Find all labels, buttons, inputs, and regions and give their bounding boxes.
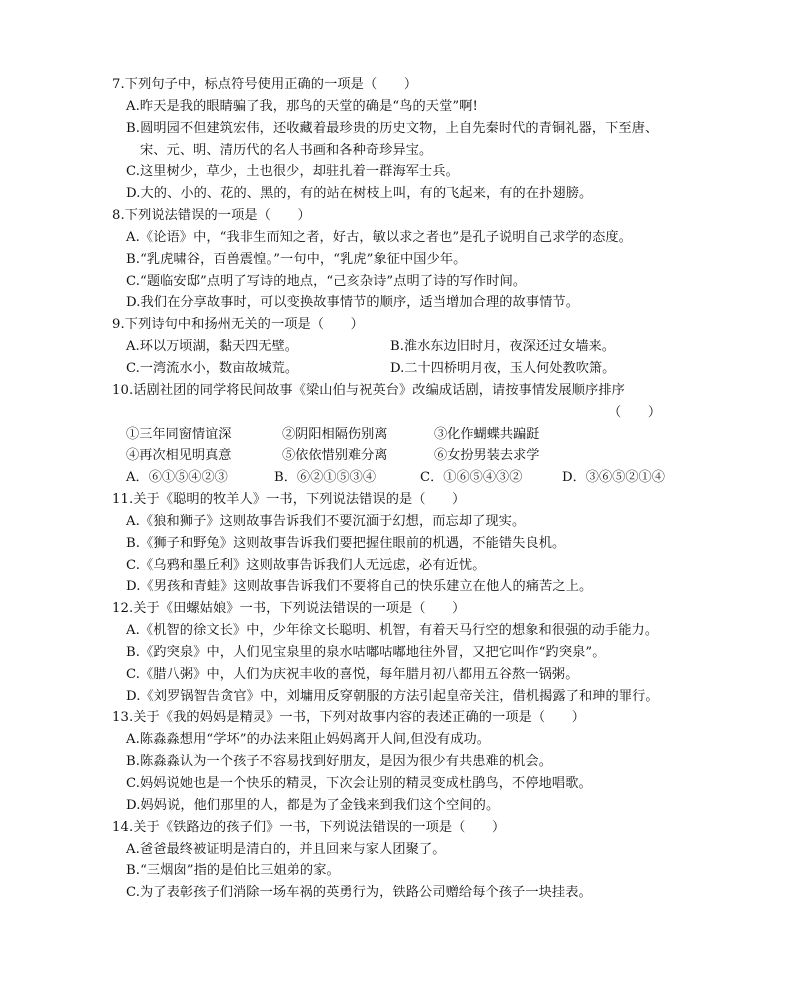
- question-7-option-b-continued: 宋、元、明、清历代的名人书画和各种奇珍异宝。: [140, 142, 433, 158]
- question-14-option-c: C.为了表彰孩子们消除一场车祸的英勇行为，铁路公司赠给每个孩子一块挂表。: [126, 885, 592, 901]
- question-12-option-b: B.《趵突泉》中，人们见宝泉里的泉水咕嘟咕嘟地往外冒，又把它叫作“趵突泉”。: [126, 644, 606, 660]
- question-10-events-row-2: [0, 445, 794, 467]
- question-10-options-row: [0, 467, 794, 489]
- question-8-option-b: B.“乳虎啸谷，百兽震惶。”一句中，“乳虎”象征中国少年。: [126, 251, 467, 267]
- question-11-option-a: A.《狼和狮子》这则故事告诉我们不要沉湎于幻想，而忘却了现实。: [126, 513, 526, 529]
- question-10-stem: 10.话剧社团的同学将民间故事《梁山伯与祝英台》改编成话剧，请按事情发展顺序排序: [112, 382, 625, 398]
- question-14-option-a: A.爸爸最终被证明是清白的，并且回来与家人团聚了。: [126, 841, 446, 857]
- question-11-option-c: C.《乌鸦和墨丘利》这则故事告诉我们人无远虑，必有近忧。: [126, 557, 486, 573]
- question-11-option-d: D.《男孩和青蛙》这则故事告诉我们不要将自己的快乐建立在他人的痛苦之上。: [126, 579, 593, 595]
- question-9-option-b: B.淮水东边旧时月，夜深还过女墙来。: [390, 339, 615, 355]
- question-list: [0, 74, 794, 904]
- question-10-event-5: ⑤依依惜别难分离: [282, 448, 388, 464]
- question-10-event-4: ④再次相见明真意: [126, 448, 232, 464]
- question-10-option-b: B．⑥②①⑤③④: [274, 470, 377, 486]
- question-9-option-a: A.环以万顷湖，黏天四无壁。: [126, 339, 298, 355]
- question-7-stem: 7.下列句子中，标点符号使用正确的一项是（ ）: [112, 77, 418, 92]
- question-7-option-a: A.昨天是我的眼睛骗了我，那鸟的天堂的确是“鸟的天堂”啊!: [126, 98, 478, 114]
- question-10-event-6: ⑥女扮男装去求学: [434, 448, 540, 464]
- question-10-event-3: ③化作蝴蝶共蹁跹: [434, 426, 540, 442]
- question-12-stem: 12.关于《田螺姑娘》一书，下列说法错误的一项是（ ）: [112, 601, 466, 617]
- question-8-option-d: D.我们在分享故事时，可以变换故事情节的顺序，适当增加合理的故事情节。: [126, 295, 579, 311]
- question-8-option-c: C.“题临安邸”点明了写诗的地点，“己亥杂诗”点明了诗的写作时间。: [126, 273, 527, 289]
- question-14-option-b: B.“三烟囱”指的是伯比三姐弟的家。: [126, 863, 340, 879]
- question-10-answer-blank: （ ）: [608, 404, 662, 420]
- question-9-option-d: D.二十四桥明月夜，玉人何处教吹箫。: [390, 360, 616, 376]
- question-13-option-b: B.陈淼淼认为一个孩子不容易找到好朋友，是因为很少有共患难的机会。: [126, 754, 552, 770]
- question-13-stem: 13.关于《我的妈妈是精灵》一书，下列对故事内容的表述正确的一项是（ ）: [112, 710, 586, 726]
- question-9-options-row-2: [0, 358, 794, 380]
- question-13-option-d: D.妈妈说，他们那里的人，都是为了金钱来到我们这个空间的。: [126, 797, 500, 813]
- question-11-option-b: B.《狮子和野兔》这则故事告诉我们要把握住眼前的机遇，不能错失良机。: [126, 535, 566, 551]
- question-10-event-1: ①三年同窗情谊深: [126, 426, 232, 442]
- question-9-option-c: C.一湾流水小，数亩故城荒。: [126, 360, 299, 376]
- question-13-option-a: A.陈淼淼想用“学坏”的办法来阻止妈妈离开人间,但没有成功。: [126, 732, 491, 748]
- question-12-option-a: A.《机智的徐文长》中，少年徐文长聪明、机智，有着天马行空的想象和很强的动手能力。: [126, 623, 659, 639]
- question-11-stem: 11.关于《聪明的牧羊人》一书，下列说法错误的是（ ）: [112, 492, 466, 508]
- question-10-option-d: D．③⑥⑤②①④: [562, 470, 665, 486]
- question-14-stem: 14.关于《铁路边的孩子们》一书，下列说法错误的一项是（ ）: [112, 819, 506, 835]
- question-10-event-2: ②阴阳相隔伤别离: [282, 426, 388, 442]
- question-7-option-c: C.这里树少，草少，土也很少，却驻扎着一群海军士兵。: [126, 164, 459, 180]
- question-10-option-a: A．⑥①⑤④②③: [126, 470, 228, 486]
- question-9-options-row-1: [0, 336, 794, 358]
- question-7-option-b: B.圆明园不但建筑宏伟，还收藏着最珍贵的历史文物，上自先秦时代的青铜礼器，下至唐、: [126, 120, 659, 136]
- question-13-option-c: C.妈妈说她也是一个快乐的精灵，下次会让别的精灵变成杜鹃鸟，不停地唱歌。: [126, 776, 592, 791]
- question-12-option-d: D.《刘罗锅智告贪官》中，刘墉用反穿朝服的方法引起皇帝关注，借机揭露了和珅的罪行。: [126, 688, 659, 704]
- question-8-stem: 8.下列说法错误的一项是（ ）: [112, 208, 311, 224]
- question-10-option-c: C．①⑥⑤④③②: [420, 470, 523, 486]
- question-7-option-d: D.大的、小的、花的、黑的，有的站在树枝上叫，有的飞起来，有的在扑翅膀。: [126, 186, 593, 202]
- question-8-option-a: A.《论语》中，“我非生而知之者，好古，敏以求之者也”是孔子说明自己求学的态度。: [126, 229, 632, 245]
- question-9-stem: 9.下列诗句中和扬州无关的一项是（ ）: [112, 317, 364, 333]
- question-12-option-c: C.《腊八粥》中，人们为庆祝丰收的喜悦，每年腊月初八都用五谷熬一锅粥。: [126, 666, 579, 682]
- question-10-events-row-1: [0, 424, 794, 446]
